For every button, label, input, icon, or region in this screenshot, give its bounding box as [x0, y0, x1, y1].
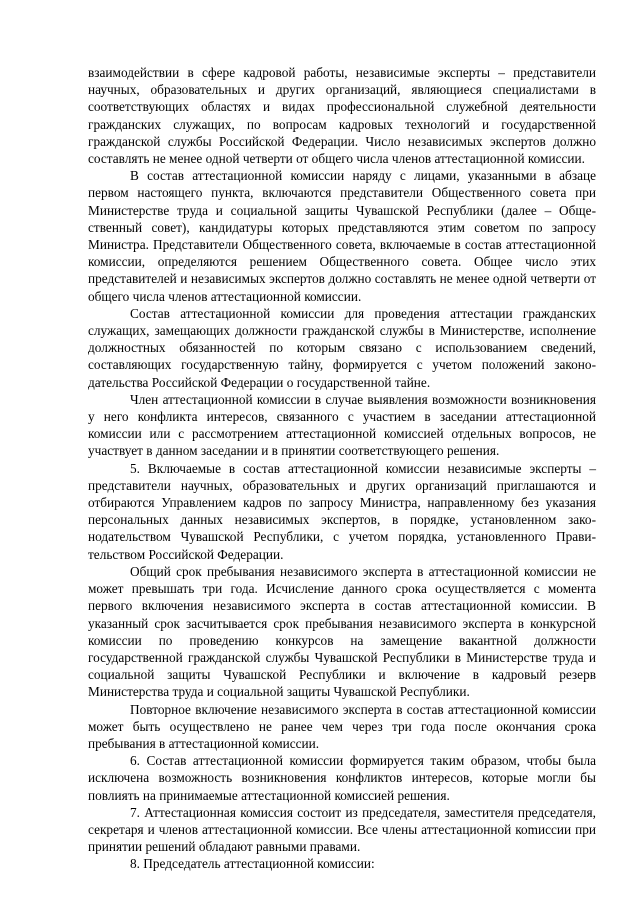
- paragraph-continuation: взаимодействии в сфере кадровой работы, независимые эксперты – представители научных, образовательных и других организаций, являющиеся специалистами в соответствующих областях и видах профессиональной служебной деятельности гражданских служащих, по вопросам кадровых технологий и государственной гражданской службы Российской Федерации. Число независимых экспертов должно составлять не менее одной четверти от общего числа членов аттестационной комиссии.: [88, 65, 596, 167]
- paragraph-item-8: 8. Председатель аттестационной комиссии:: [130, 856, 375, 872]
- document-page: [88, 64, 596, 873]
- paragraph-expert-term: Общий срок пребывания независимого эксперта в аттестационной комиссии не может превышать три года. Исчисление данного срока осуществляется с момента первого включения независимого эксперта в состав аттестационной комиссии. В указанный срок засчитывается срок пребывания независимого эксперта в конкурсной комиссии по проведению конкурсов на замещение вакантной должности государственной гражданской службы Чувашской Республики в Министерстве труда и социальной защиты Чувашской Республики и включение в кадровый резерв Министерства труда и социальной защиты Чувашской Республики.: [88, 563, 596, 700]
- paragraph-state-secret: Состав аттестационной комиссии для проведения аттестации гражданских служащих, замещающих должности гражданской службы в Министерстве, исполнение должностных обязанностей по которым связано с использованием сведений, составляющих государственную тайну, формируется с учетом положений законодательства Российской Федерации о государственной тайне.: [88, 305, 596, 390]
- paragraph-item-6: 6. Состав аттестационной комиссии формируется таким образом, чтобы была исключена возможность возникновения конфликтов интересов, которые могли бы повлиять на принимаемые аттестационной комиссией решения.: [88, 753, 596, 803]
- paragraph-public-council: В состав аттестационной комиссии наряду с лицами, указанными в абзаце первом настоящего пункта, включаются представители Общественного совета при Министерстве труда и социальной защиты Чувашской Республики (далее – Общественный совет), кандидатуры которых представляются этим советом по запросу Министра. Представители Общественного совета, включаемые в состав аттестационной комиссии, определяются решением Общественного совета. Общее число этих представителей и независимых экспертов должно составлять не менее одной четверти от общего числа членов аттестационной комиссии.: [88, 168, 596, 304]
- paragraph-item-7: 7. Аттестационная комиссия состоит из председателя, заместителя председателя, секретаря и членов аттестационной комиссии. Все члены аттестационной коmиссии при принятии решений обладают равными правами.: [88, 804, 596, 855]
- paragraph-conflict-of-interest: Член аттестационной комиссии в случае выявления возможности возникновения у него конфликта интересов, связанного с участием в заседании аттестационной комиссии или с рассмотрением аттестационной комиссией отдельных вопросов, не участвует в данном заседании и в принятии соответствующего решения.: [88, 391, 596, 459]
- paragraph-repeat-inclusion: Повторное включение независимого эксперта в состав аттестационной комиссии может быть осуществлено не ранее чем через три года после окончания срока пребывания в аттестационной комиссии.: [88, 701, 596, 751]
- paragraph-item-5: 5. Включаемые в состав аттестационной комиссии независимые эксперты – представители научных, образовательных и других организаций приглашаются и отбираются Управлением кадров по запросу Министра, направленному без указания персональных данных независимых экспертов, в порядке, установленном законодательством Чувашской Республики, с учетом порядка, установленного Правительством Российской Федерации.: [88, 460, 596, 562]
